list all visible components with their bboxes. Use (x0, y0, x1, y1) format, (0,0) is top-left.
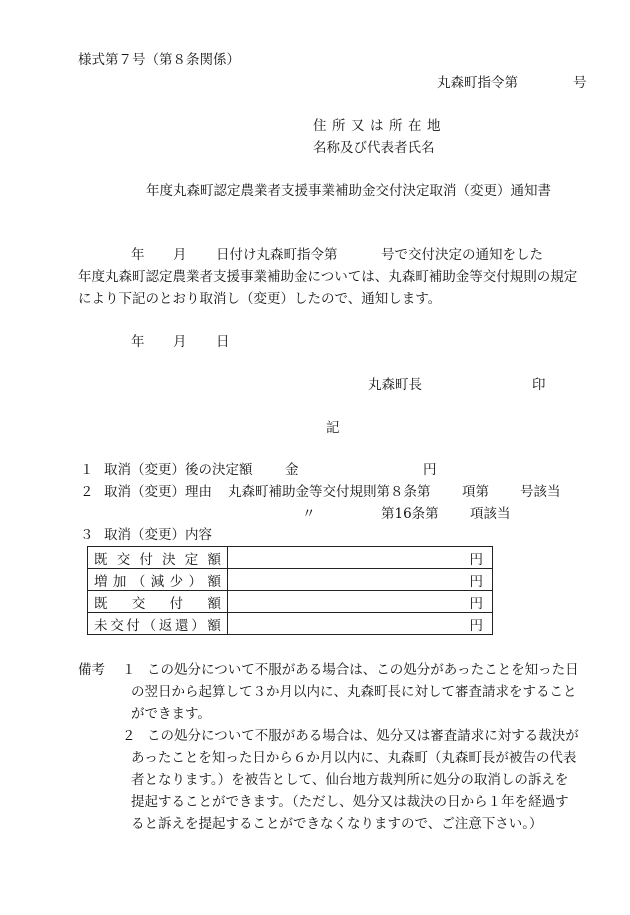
row-label: 増 加 （ 減 少 ） 額 (94, 573, 221, 590)
doc-number-prefix: 丸森町指令第 (437, 75, 518, 91)
item3-label: 取消（変更）内容 (104, 527, 212, 543)
item1-kin: 金 (285, 462, 299, 478)
amount-table (87, 546, 493, 635)
note2-line5: ると訴えを提起することができなくなりますので、ご注意下さい。） (131, 816, 543, 832)
date-day: 日 (216, 334, 230, 350)
note2-line2: あったことを知った日から６か月以内に、丸森町（丸森町長が被告の代表 (131, 750, 577, 766)
note2-line3: 者となります。）を被告として、仙台地方裁判所に処分の取消しの訴えを (131, 772, 569, 788)
body-line1-text: 日付け丸森町指令第 (216, 247, 338, 263)
table-row (88, 547, 493, 569)
row-label: 既 交 付 額 (94, 595, 221, 612)
note1-line2: の翌日から起算して３か月以内に、丸森町長に対して審査請求をすること (131, 684, 577, 700)
item2-label: 取消（変更）理由 (104, 484, 212, 500)
item2b-kou: 項該当 (470, 506, 511, 522)
table-row (88, 613, 493, 635)
table-row (88, 591, 493, 613)
note1-line3: ができます。 (131, 706, 211, 722)
body-line2: 年度丸森町認定農業者支援事業補助金については、丸森町補助金等交付規則の規定 (78, 269, 578, 285)
date-month: 月 (173, 334, 187, 350)
doc-number-suffix: 号 (573, 75, 587, 91)
note2-number: ２ (122, 728, 136, 744)
body-line1-text2: 号で交付決定の通知をした (381, 247, 543, 263)
body-line3: により下記のとおり取消し（変更）したので、通知します。 (78, 291, 442, 307)
date-year: 年 (131, 334, 145, 350)
row-unit: 円 (228, 569, 493, 591)
note2-line1: この処分について不服がある場合は、処分又は審査請求に対する裁決が (147, 728, 579, 744)
notes-heading: 備考 (78, 662, 105, 678)
item1-label: 取消（変更）後の決定額 (104, 462, 253, 478)
item2-kou: 項第 (462, 484, 489, 500)
item2-gou: 号該当 (520, 484, 561, 500)
row-unit: 円 (228, 591, 493, 613)
body-year: 年 (131, 247, 145, 263)
note2-line4: 提起することができます。（ただし、処分又は裁決の日から１年を経過す (131, 794, 569, 810)
item2b-rule: 第16条第 (381, 506, 439, 522)
row-unit: 円 (228, 547, 493, 569)
item2-number: ２ (80, 484, 94, 500)
document-title: 年度丸森町認定農業者支援事業補助金交付決定取消（変更）通知書 (146, 183, 551, 199)
item2b-ditto: 〃 (302, 506, 316, 522)
row-unit: 円 (228, 613, 493, 635)
note1-number: １ (122, 662, 136, 678)
table-row (88, 569, 493, 591)
issuer-name: 丸森町長 (368, 377, 422, 393)
body-month: 月 (173, 247, 187, 263)
item1-yen: 円 (423, 462, 437, 478)
item3-number: ３ (80, 527, 94, 543)
recipient-address-label: 住所又は所在地 (313, 118, 446, 134)
note1-line1: この処分について不服がある場合は、この処分があったことを知った日 (147, 662, 579, 678)
item2-rule: 丸森町補助金等交付規則第８条第 (228, 484, 431, 500)
item1-number: １ (80, 462, 94, 478)
row-label: 未 交 付 （ 返 還 ） 額 (94, 617, 221, 634)
seal-mark: 印 (532, 377, 546, 393)
ki-heading: 記 (326, 420, 340, 436)
row-label: 既 交 付 決 定 額 (94, 551, 221, 568)
recipient-name-label: 名称及び代表者氏名 (313, 140, 435, 156)
form-number: 様式第７号（第８条関係） (78, 52, 240, 68)
